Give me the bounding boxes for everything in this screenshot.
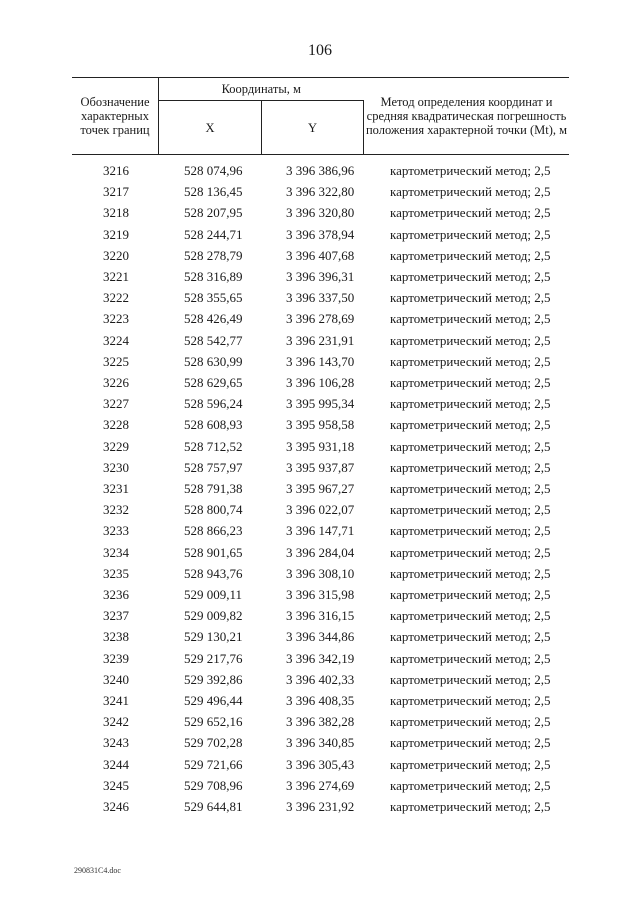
point-code: 3234 (103, 544, 129, 560)
method-text: картометрический метод; 2,5 (390, 756, 551, 772)
table-row (0, 608, 640, 628)
point-code: 3231 (103, 481, 129, 496)
point-code: 3225 (103, 353, 129, 369)
coord-y: 3 396 274,69 (286, 777, 355, 793)
coord-x: 528 074,96 (184, 163, 243, 178)
method-text: картометрический метод; 2,5 (390, 523, 551, 539)
table-row (0, 651, 640, 671)
coord-y: 3 396 106,28 (286, 375, 355, 390)
method-text: картометрический метод; 2,5 (390, 163, 551, 178)
point-code: 3244 (103, 756, 129, 772)
coord-y: 3 396 231,92 (286, 799, 355, 814)
method-text: картометрический метод; 2,5 (390, 608, 551, 624)
coord-x: 528 426,49 (184, 311, 243, 327)
table-row (0, 163, 640, 183)
coord-x: 528 630,99 (184, 353, 243, 369)
coord-x: 529 009,11 (184, 587, 243, 602)
header-y: Y (262, 101, 364, 155)
point-code: 3239 (103, 650, 129, 666)
point-code: 3242 (103, 714, 129, 730)
coord-x: 529 708,96 (184, 777, 243, 793)
coord-y: 3 395 931,18 (286, 438, 355, 454)
coord-x: 528 542,77 (184, 332, 243, 348)
header-coordinates: Координаты, м (159, 78, 364, 101)
coord-y: 3 396 147,71 (286, 523, 355, 539)
table-row (0, 545, 640, 565)
coord-x: 528 791,38 (184, 481, 243, 496)
table-row (0, 502, 640, 522)
method-text: картометрический метод; 2,5 (390, 735, 551, 751)
method-text: картометрический метод; 2,5 (390, 481, 551, 496)
method-text: картометрический метод; 2,5 (390, 332, 551, 348)
header-x: X (159, 101, 262, 155)
header-point-designation: Обозначение характерных точек границ (72, 78, 159, 155)
point-code: 3222 (103, 290, 129, 306)
method-text: картометрический метод; 2,5 (390, 502, 551, 518)
coord-y: 3 396 022,07 (286, 502, 355, 518)
method-text: картометрический метод; 2,5 (390, 290, 551, 306)
coord-x: 528 608,93 (184, 417, 243, 433)
point-code: 3220 (103, 247, 129, 263)
coord-y: 3 396 407,68 (286, 247, 355, 263)
coord-x: 528 278,79 (184, 247, 243, 263)
footer-filename: 290831C4.doc (74, 866, 121, 875)
point-code: 3230 (103, 459, 129, 475)
method-text: картометрический метод; 2,5 (390, 714, 551, 730)
table-row (0, 354, 640, 374)
point-code: 3236 (103, 587, 129, 602)
method-text: картометрический метод; 2,5 (390, 247, 551, 263)
coord-y: 3 396 320,80 (286, 205, 355, 221)
table-row (0, 269, 640, 289)
method-text: картометрический метод; 2,5 (390, 459, 551, 475)
method-text: картометрический метод; 2,5 (390, 353, 551, 369)
point-code: 3235 (103, 565, 129, 581)
coord-y: 3 396 396,31 (286, 269, 355, 284)
table-row (0, 799, 640, 819)
point-code: 3218 (103, 205, 129, 221)
method-text: картометрический метод; 2,5 (390, 417, 551, 433)
coord-x: 528 316,89 (184, 269, 243, 284)
coord-x: 528 712,52 (184, 438, 243, 454)
coord-y: 3 396 378,94 (286, 226, 355, 242)
point-code: 3223 (103, 311, 129, 327)
coord-x: 529 721,66 (184, 756, 243, 772)
method-text: картометрический метод; 2,5 (390, 375, 551, 390)
coord-y: 3 396 382,28 (286, 714, 355, 730)
method-text: картометрический метод; 2,5 (390, 650, 551, 666)
point-code: 3226 (103, 375, 129, 390)
coord-x: 529 217,76 (184, 650, 243, 666)
coord-x: 528 207,95 (184, 205, 243, 221)
table-row (0, 396, 640, 416)
point-code: 3246 (103, 799, 129, 814)
table-row (0, 587, 640, 607)
method-text: картометрический метод; 2,5 (390, 396, 551, 412)
point-code: 3221 (103, 269, 129, 284)
method-text: картометрический метод; 2,5 (390, 777, 551, 793)
point-code: 3245 (103, 777, 129, 793)
coord-y: 3 396 322,80 (286, 184, 355, 200)
coord-y: 3 395 958,58 (286, 417, 355, 433)
table-header (72, 77, 569, 155)
point-code: 3233 (103, 523, 129, 539)
coord-y: 3 396 308,10 (286, 565, 355, 581)
coord-x: 528 355,65 (184, 290, 243, 306)
table-row (0, 566, 640, 586)
point-code: 3224 (103, 332, 129, 348)
coord-y: 3 396 316,15 (286, 608, 355, 624)
table-row (0, 417, 640, 437)
coord-x: 529 392,86 (184, 671, 243, 687)
coord-x: 529 644,81 (184, 799, 243, 814)
coord-x: 529 130,21 (184, 629, 243, 645)
point-code: 3216 (103, 163, 129, 178)
table-row (0, 481, 640, 501)
table-row (0, 778, 640, 798)
table-row (0, 439, 640, 459)
point-code: 3219 (103, 226, 129, 242)
table-row (0, 693, 640, 713)
coord-y: 3 396 402,33 (286, 671, 355, 687)
coord-x: 528 136,45 (184, 184, 243, 200)
coord-x: 528 943,76 (184, 565, 243, 581)
method-text: картометрический метод; 2,5 (390, 184, 551, 200)
coord-x: 528 596,24 (184, 396, 243, 412)
table-row (0, 375, 640, 395)
method-text: картометрический метод; 2,5 (390, 629, 551, 645)
table-row (0, 311, 640, 331)
table-row (0, 735, 640, 755)
coord-x: 529 009,82 (184, 608, 243, 624)
page-number: 106 (308, 42, 332, 59)
point-code: 3228 (103, 417, 129, 433)
table-row (0, 248, 640, 268)
point-code: 3217 (103, 184, 129, 200)
table-row (0, 227, 640, 247)
coord-x: 528 757,97 (184, 459, 243, 475)
point-code: 3232 (103, 502, 129, 518)
coord-y: 3 396 386,96 (286, 163, 355, 178)
table-row (0, 672, 640, 692)
point-code: 3241 (103, 693, 129, 708)
coord-y: 3 395 967,27 (286, 481, 355, 496)
coord-y: 3 396 278,69 (286, 311, 355, 327)
coord-x: 528 901,65 (184, 544, 243, 560)
coord-y: 3 396 315,98 (286, 587, 355, 602)
method-text: картометрический метод; 2,5 (390, 565, 551, 581)
coord-y: 3 396 408,35 (286, 693, 355, 708)
coord-y: 3 396 305,43 (286, 756, 355, 772)
coord-y: 3 395 937,87 (286, 459, 355, 475)
point-code: 3227 (103, 396, 129, 412)
point-code: 3243 (103, 735, 129, 751)
coord-y: 3 395 995,34 (286, 396, 355, 412)
table-row (0, 205, 640, 225)
coord-x: 528 800,74 (184, 502, 243, 518)
coord-y: 3 396 284,04 (286, 544, 355, 560)
coord-x: 529 702,28 (184, 735, 243, 751)
coord-y: 3 396 143,70 (286, 353, 355, 369)
coord-x: 528 629,65 (184, 375, 243, 390)
header-method: Метод определения координат и средняя квадратическая погрешность положения характерной точки (Mt), м (364, 78, 570, 155)
point-code: 3240 (103, 671, 129, 687)
coord-x: 529 496,44 (184, 693, 243, 708)
table-row (0, 629, 640, 649)
method-text: картометрический метод; 2,5 (390, 205, 551, 221)
table-row (0, 184, 640, 204)
method-text: картометрический метод; 2,5 (390, 226, 551, 242)
table-row (0, 460, 640, 480)
coord-y: 3 396 337,50 (286, 290, 355, 306)
coord-y: 3 396 342,19 (286, 650, 355, 666)
method-text: картометрический метод; 2,5 (390, 544, 551, 560)
method-text: картометрический метод; 2,5 (390, 438, 551, 454)
table-row (0, 714, 640, 734)
method-text: картометрический метод; 2,5 (390, 269, 551, 284)
table-row (0, 290, 640, 310)
point-code: 3238 (103, 629, 129, 645)
method-text: картометрический метод; 2,5 (390, 587, 551, 602)
table-row (0, 523, 640, 543)
table-row (0, 333, 640, 353)
coord-x: 528 244,71 (184, 226, 243, 242)
method-text: картометрический метод; 2,5 (390, 671, 551, 687)
coord-x: 528 866,23 (184, 523, 243, 539)
table-row (0, 757, 640, 777)
method-text: картометрический метод; 2,5 (390, 799, 551, 814)
point-code: 3229 (103, 438, 129, 454)
point-code: 3237 (103, 608, 129, 624)
coord-y: 3 396 340,85 (286, 735, 355, 751)
coord-y: 3 396 344,86 (286, 629, 355, 645)
method-text: картометрический метод; 2,5 (390, 693, 551, 708)
method-text: картометрический метод; 2,5 (390, 311, 551, 327)
coord-x: 529 652,16 (184, 714, 243, 730)
coord-y: 3 396 231,91 (286, 332, 355, 348)
